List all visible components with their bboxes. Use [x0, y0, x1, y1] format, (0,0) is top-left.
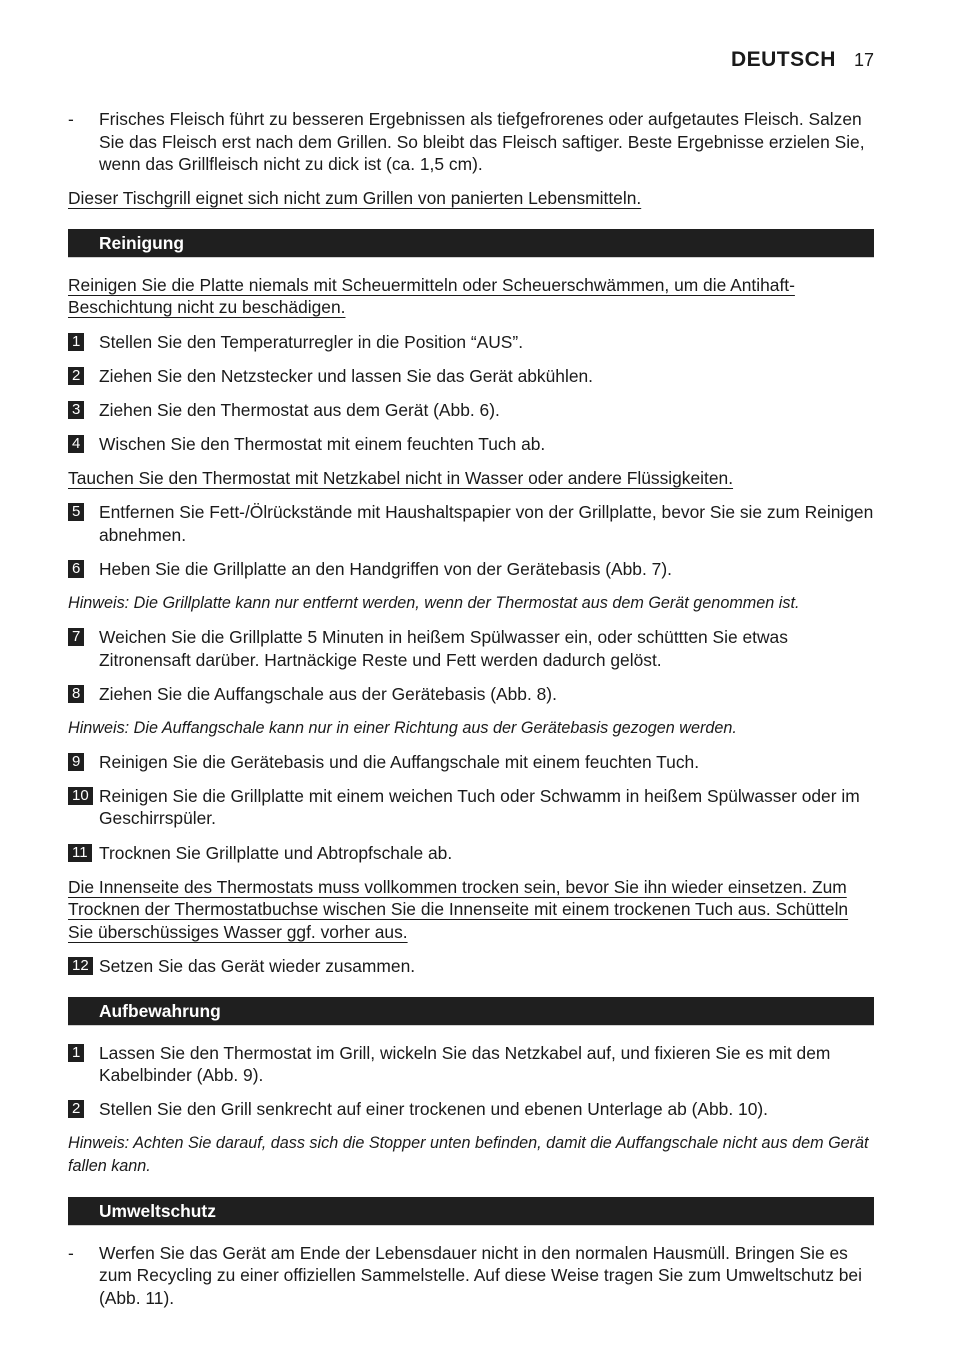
step-number: 5: [68, 503, 84, 521]
reinigung-note-2: Hinweis: Die Auffangschale kann nur in einer Richtung aus der Gerätebasis gezogen werden.: [68, 718, 737, 737]
step-text: Trocknen Sie Grillplatte und Abtropfschale ab.: [99, 842, 453, 863]
step-item: [68, 751, 874, 774]
reinigung-warning-3-text: Die Innenseite des Thermostats muss vollkommen trocken sein, bevor Sie ihn wieder einsetzen. Zum Trocknen der Thermostatbuchse wischen Sie die Innenseite mit einem trockenen Tuch aus. Schütteln Sie überschüssiges Wasser ggf. vorher aus.: [68, 876, 849, 942]
page-number: 17: [853, 50, 874, 70]
step-number: 3: [68, 401, 84, 419]
section-title-aufbewahrung: Aufbewahrung: [68, 997, 874, 1026]
umweltschutz-bullet-text: Werfen Sie das Gerät am Ende der Lebensdauer nicht in den normalen Hausmüll. Bringen Sie es zum Recycling zu einer offiziellen Sammelstelle. Auf diese Weise tragen Sie zum Umweltschutz bei (Abb. 11).: [99, 1242, 862, 1308]
step-number: 4: [68, 435, 84, 453]
step-item: [68, 399, 874, 422]
step-text: Stellen Sie den Temperaturregler in die Position “AUS”.: [99, 331, 524, 352]
intro-warning: [68, 187, 874, 210]
reinigung-warning-1-text: Reinigen Sie die Platte niemals mit Scheuermitteln oder Scheuerschwämmen, um die Antihaft-Beschichtung nicht zu beschädigen.: [68, 274, 795, 318]
step-item: [68, 331, 874, 354]
step-item: [68, 433, 874, 456]
intro-warning-text: Dieser Tischgrill eignet sich nicht zum Grillen von panierten Lebensmitteln.: [68, 188, 642, 209]
page-header: [731, 48, 874, 72]
step-item: [68, 1098, 874, 1121]
section-title-umweltschutz: Umweltschutz: [68, 1197, 874, 1226]
step-item: [68, 683, 874, 706]
step-number: 9: [68, 753, 84, 771]
step-text: Stellen Sie den Grill senkrecht auf einer trockenen und ebenen Unterlage ab (Abb. 10).: [99, 1099, 768, 1120]
step-number: 1: [68, 1044, 84, 1062]
language-label: DEUTSCH: [730, 48, 836, 71]
reinigung-note-1: Hinweis: Die Grillplatte kann nur entfernt werden, wenn der Thermostat aus dem Gerät genommen ist.: [68, 593, 800, 612]
reinigung-warning-1: [68, 274, 874, 319]
dash-marker: -: [68, 109, 74, 129]
step-text: Setzen Sie das Gerät wieder zusammen.: [99, 955, 416, 976]
dash-marker: -: [68, 1242, 74, 1263]
step-item: [68, 1042, 874, 1087]
step-number: 12: [68, 957, 93, 975]
step-number: 2: [68, 1100, 84, 1118]
step-text: Reinigen Sie die Gerätebasis und die Auffangschale mit einem feuchten Tuch.: [99, 751, 700, 772]
step-number: 11: [68, 844, 92, 862]
step-item: [68, 365, 874, 388]
step-number: 6: [68, 560, 84, 578]
section-title-reinigung: Reinigung: [68, 229, 874, 258]
step-text: Ziehen Sie den Netzstecker und lassen Sie das Gerät abkühlen.: [99, 365, 593, 386]
step-number: 10: [68, 787, 93, 805]
step-item: [68, 501, 874, 546]
step-item: [68, 785, 874, 830]
step-item: [68, 558, 874, 581]
intro-bullet-text: Frisches Fleisch führt zu besseren Ergebnissen als tiefgefrorenes oder aufgetautes Fleisch. Salzen Sie das Fleisch erst nach dem Grillen. So bleibt das Fleisch saftiger. Beste Ergebnisse erzielen Sie, wenn das Grillfleisch nicht zu dick ist (ca. 1,5 cm).: [99, 109, 865, 175]
reinigung-warning-2: [68, 467, 874, 490]
step-number: 2: [68, 367, 84, 385]
step-item: [68, 626, 874, 671]
page-content: [68, 108, 874, 1321]
reinigung-warning-3: [68, 876, 874, 944]
step-text: Entfernen Sie Fett-/Ölrückstände mit Haushaltspapier von der Grillplatte, bevor Sie sie zum Reinigen abnehmen.: [99, 502, 874, 545]
step-text: Ziehen Sie die Auffangschale aus der Gerätebasis (Abb. 8).: [99, 683, 557, 704]
step-item: [68, 842, 874, 865]
step-number: 7: [68, 628, 84, 646]
step-text: Wischen Sie den Thermostat mit einem feuchten Tuch ab.: [99, 433, 546, 454]
intro-bullet: [68, 108, 874, 176]
step-item: [68, 955, 874, 978]
aufbewahrung-note: Hinweis: Achten Sie darauf, dass sich die Stopper unten befinden, damit die Auffangschale nicht aus dem Gerät fallen kann.: [68, 1134, 869, 1175]
step-number: 1: [68, 333, 84, 351]
step-text: Ziehen Sie den Thermostat aus dem Gerät (Abb. 6).: [99, 399, 500, 420]
umweltschutz-bullet: [68, 1242, 874, 1310]
step-text: Weichen Sie die Grillplatte 5 Minuten in heißem Spülwasser ein, oder schüttten Sie etwas Zitronensaft darüber. Hartnäckige Reste und Fett werden dadurch gelöst.: [99, 626, 788, 670]
step-text: Lassen Sie den Thermostat im Grill, wickeln Sie das Netzkabel auf, und fixieren Sie es mit dem Kabelbinder (Abb. 9).: [99, 1042, 831, 1086]
reinigung-warning-2-text: Tauchen Sie den Thermostat mit Netzkabel nicht in Wasser oder andere Flüssigkeiten.: [68, 467, 734, 488]
step-text: Heben Sie die Grillplatte an den Handgriffen von der Gerätebasis (Abb. 7).: [99, 558, 672, 579]
step-text: Reinigen Sie die Grillplatte mit einem weichen Tuch oder Schwamm in heißem Spülwasser oder im Geschirrspüler.: [99, 785, 860, 829]
step-number: 8: [68, 685, 84, 703]
